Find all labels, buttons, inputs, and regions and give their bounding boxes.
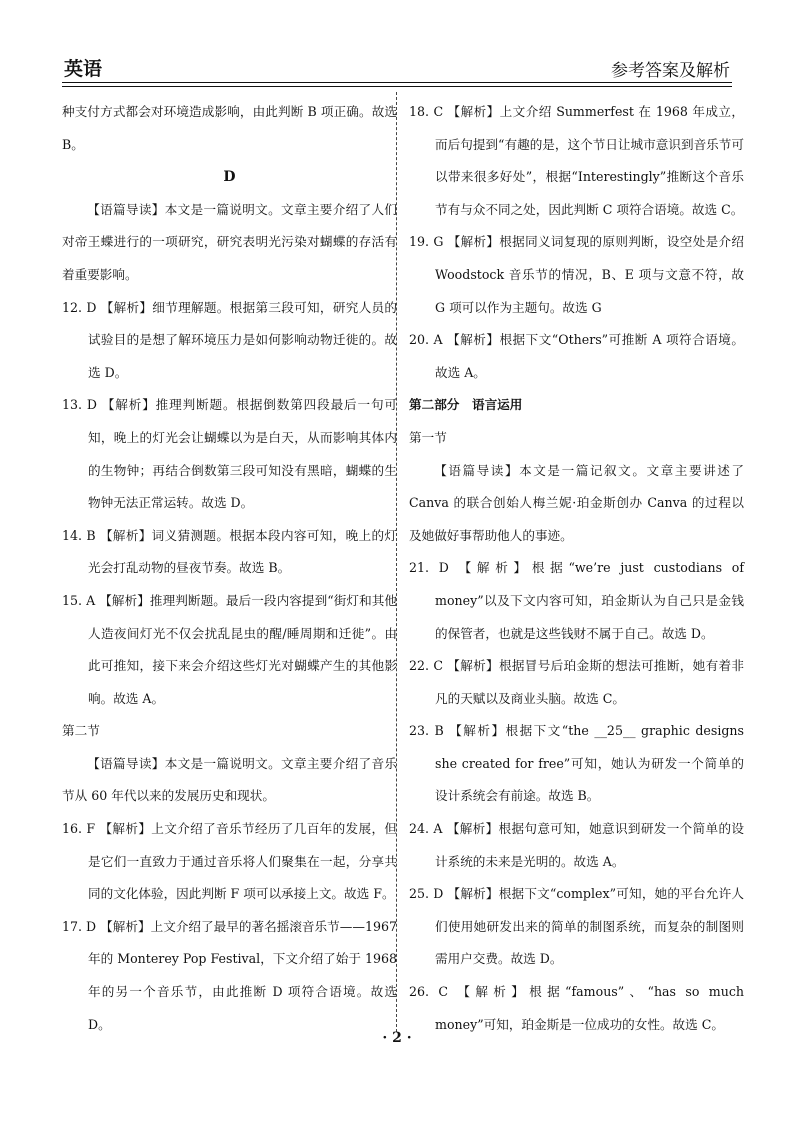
passage-intro: 【语篇导读】本文是一篇记叙文。文章主要讲述了 Canva 的联合创始人梅兰妮·珀金斯创办 Canva 的过程以及她做好事帮助他人的事迹。 bbox=[409, 462, 744, 543]
answer-explanation: 23. B 【解析】根据下文“the __25__ graphic designs she created for free”可知，她认为研发一个简单的设计系统会有前途。故选 B。 bbox=[409, 723, 744, 804]
header-rule-thin bbox=[62, 86, 732, 87]
page-number: · 2 · bbox=[382, 1030, 412, 1046]
answer-explanation: 26. C 【解析】根据“famous”、“has so much money”可知，珀金斯是一位成功的女性。故选 C。 bbox=[409, 984, 744, 1032]
answer-explanation: 25. D 【解析】根据下文“complex”可知，她的平台允许人们使用她研发出来的简单的制图系统，而复杂的制图则需用户交费。故选 D。 bbox=[409, 886, 744, 967]
right-column bbox=[409, 96, 744, 1041]
section-title: 参考答案及解析 bbox=[611, 61, 730, 81]
answer-explanation: 15. A 【解析】推理判断题。最后一段内容提到“街灯和其他人造夜间灯光不仅会扰乱昆虫的醒/睡周期和迁徙”。由此可推知，接下来会介绍这些灯光对蝴蝶产生的其他影响。故选 A。 bbox=[62, 592, 397, 706]
header-rule bbox=[62, 82, 732, 83]
answer-explanation: 16. F 【解析】上文介绍了音乐节经历了几百年的发展，但是它们一直致力于通过音乐将人们聚集在一起，分享共同的文化体验，因此判断 F 项可以承接上文。故选 F。 bbox=[62, 821, 397, 902]
answer-explanation: 13. D 【解析】推理判断题。根据倒数第四段最后一句可知，晚上的灯光会让蝴蝶以为是白天，从而影响其体内的生物钟；再结合倒数第三段可知没有黑暗，蝴蝶的生物钟无法正常运转。故选 D。 bbox=[62, 397, 397, 511]
passage-heading: D bbox=[223, 169, 236, 186]
left-column bbox=[62, 96, 397, 1041]
answer-explanation: 19. G 【解析】根据同义词复现的原则判断，设空处是介绍 Woodstock 音乐节的情况，B、E 项与文意不符，故 G 项可以作为主题句。故选 G bbox=[409, 234, 744, 315]
answer-explanation: 14. B 【解析】词义猜测题。根据本段内容可知，晚上的灯光会打乱动物的昼夜节奏。故选 B。 bbox=[62, 527, 397, 576]
passage-intro: 【语篇导读】本文是一篇说明文。文章主要介绍了人们对帝王蝶进行的一项研究，研究表明光污染对蝴蝶的存活有着重要影响。 bbox=[62, 201, 397, 282]
passage-intro: 【语篇导读】本文是一篇说明文。文章主要介绍了音乐节从 60 年代以来的发展历史和现状。 bbox=[62, 755, 397, 804]
subject-title: 英语 bbox=[64, 58, 103, 80]
text-paragraph: 第一节 bbox=[409, 429, 447, 445]
answer-explanation: 17. D 【解析】上文介绍了最早的著名摇滚音乐节——1967 年的 Monterey Pop Festival，下文介绍了始于 1968 年的另一个音乐节，由此推断 D 项符合语境。故选 D。 bbox=[62, 918, 398, 1032]
answer-explanation: 24. A 【解析】根据句意可知，她意识到研发一个简单的设计系统的未来是光明的。故选 A。 bbox=[409, 821, 744, 869]
text-paragraph: 种支付方式都会对环境造成影响，由此判断 B 项正确。故选 B。 bbox=[62, 104, 397, 152]
page-header bbox=[62, 52, 732, 82]
text-paragraph: 第二节 bbox=[62, 723, 100, 739]
answer-explanation: 18. C 【解析】上文介绍 Summerfest 在 1968 年成立，而后句提到“有趣的是，这个节日让城市意识到音乐节可以带来很多好处”，根据“Interestingly”推断这个音乐节有与众不同之处，因此判断 C 项符合语境。故选 C。 bbox=[409, 104, 744, 217]
answer-explanation: 21. D 【解析】根据“we’re just custodians of money”以及下文内容可知，珀金斯认为自己只是金钱的保管者，也就是这些钱财不属于自己。故选 D。 bbox=[409, 560, 744, 641]
answer-explanation: 22. C 【解析】根据冒号后珀金斯的想法可推断，她有着非凡的天赋以及商业头脑。故选 C。 bbox=[409, 658, 744, 706]
answer-explanation: 12. D 【解析】细节理解题。根据第三段可知，研究人员的试验目的是想了解环境压力是如何影响动物迁徙的。故选 D。 bbox=[62, 299, 397, 380]
part-heading: 第二部分 语言运用 bbox=[409, 397, 523, 413]
column-divider bbox=[396, 92, 397, 1032]
answer-explanation: 20. A 【解析】根据下文“Others”可推断 A 项符合语境。故选 A。 bbox=[409, 332, 744, 380]
